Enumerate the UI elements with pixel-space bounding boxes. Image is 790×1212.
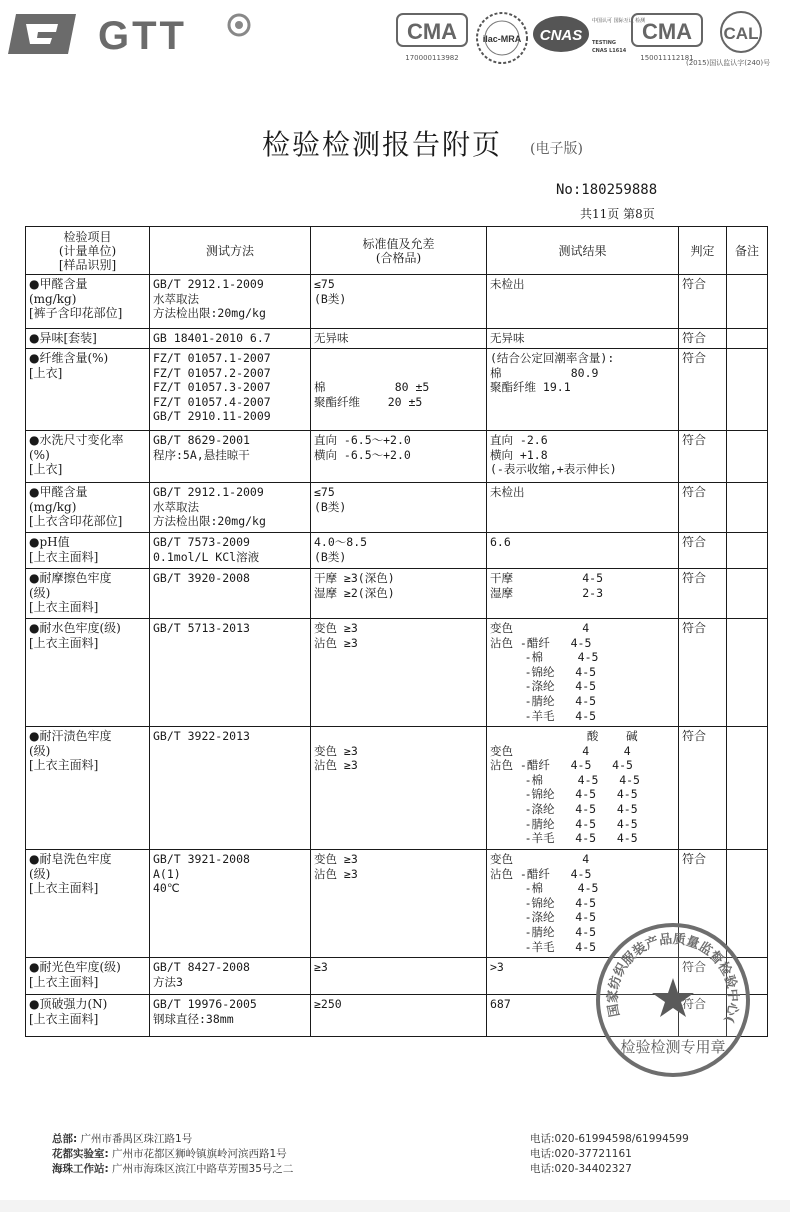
cell-judge: 符合 xyxy=(679,850,727,958)
cell-item: ●顶破强力(N) [上衣主面料] xyxy=(26,995,150,1037)
footer-haizhu xyxy=(52,1162,293,1177)
cell-standard: 4.0～8.5 (B类) xyxy=(311,533,487,569)
cell-remark xyxy=(727,329,768,349)
footer-hq xyxy=(52,1132,293,1147)
page-bottom-band xyxy=(0,1200,790,1212)
cma-certificate-2 xyxy=(630,10,704,62)
cell-result: 未检出 xyxy=(487,483,679,533)
cell-judge: 符合 xyxy=(679,727,727,850)
cell-item: ●耐汗渍色牢度 (级) [上衣主面料] xyxy=(26,727,150,850)
cell-result: 无异味 xyxy=(487,329,679,349)
cell-method: GB/T 7573-2009 0.1mol/L KCl溶液 xyxy=(150,533,311,569)
brand-logo-swirl-icon xyxy=(226,12,252,42)
official-seal-stamp xyxy=(593,920,753,1080)
header-method: 测试方法 xyxy=(150,227,311,275)
cell-judge: 符合 xyxy=(679,431,727,483)
cell-result: 687 xyxy=(487,995,679,1037)
cell-judge: 符合 xyxy=(679,569,727,619)
cma-certificate-1 xyxy=(395,10,469,62)
cnas-mark xyxy=(531,10,646,60)
cell-standard: 变色 ≥3 沾色 ≥3 xyxy=(311,850,487,958)
cell-item: ●纤维含量(%) [上衣] xyxy=(26,349,150,431)
cell-method: GB/T 2912.1-2009 水萃取法 方法检出限:20mg/kg xyxy=(150,483,311,533)
svg-text:ilac-MRA: ilac-MRA xyxy=(482,34,522,44)
footer-huadu-label: 花都实验室: xyxy=(52,1148,109,1160)
page-info: 共11页 第8页 xyxy=(580,207,655,221)
header-standard: 标准值及允差 (合格品) xyxy=(311,227,487,275)
svg-text:CNAS L1614: CNAS L1614 xyxy=(592,48,627,54)
cell-standard: ≤75 (B类) xyxy=(311,483,487,533)
cell-result: 变色 4 沾色 -醋纤 4-5 -棉 4-5 -锦纶 4-5 -涤纶 4-5 -腈纶 4-5 -羊毛 4-5 xyxy=(487,619,679,727)
svg-text:CNAS: CNAS xyxy=(539,27,583,44)
results-table xyxy=(25,226,768,1037)
cell-remark xyxy=(727,727,768,850)
table-row xyxy=(26,275,768,329)
table-row xyxy=(26,533,768,569)
header-remark: 备注 xyxy=(727,227,768,275)
table-row xyxy=(26,431,768,483)
cell-method: FZ/T 01057.1-2007 FZ/T 01057.2-2007 FZ/T 01057.3-2007 FZ/T 01057.4-2007 GB/T 2910.11-2009 xyxy=(150,349,311,431)
cell-judge: 符合 xyxy=(679,349,727,431)
cell-remark xyxy=(727,349,768,431)
table-row xyxy=(26,727,768,850)
ilac-mra-icon xyxy=(474,10,530,66)
cell-method: GB/T 2912.1-2009 水萃取法 方法检出限:20mg/kg xyxy=(150,275,311,329)
cell-remark xyxy=(727,533,768,569)
svg-text:检验检测专用章: 检验检测专用章 xyxy=(620,1038,726,1056)
cell-item: ●耐光色牢度(级) [上衣主面料] xyxy=(26,958,150,995)
brand-logo-text: GTT xyxy=(98,14,187,58)
cell-result: 6.6 xyxy=(487,533,679,569)
cma-number: 150011112181 xyxy=(640,54,694,62)
cell-remark xyxy=(727,275,768,329)
cell-item: ●pH值 [上衣主面料] xyxy=(26,533,150,569)
cell-standard: 干摩 ≥3(深色) 湿摩 ≥2(深色) xyxy=(311,569,487,619)
cnas-icon xyxy=(531,10,646,60)
cell-method: GB/T 8629-2001 程序:5A,悬挂晾干 xyxy=(150,431,311,483)
footer-hq-address: 广州市番禺区珠江路1号 xyxy=(80,1133,193,1145)
cell-standard: ≥250 xyxy=(311,995,487,1037)
footer-addresses xyxy=(52,1132,293,1177)
cell-remark xyxy=(727,619,768,727)
footer-haizhu-label: 海珠工作站: xyxy=(52,1163,109,1175)
footer-haizhu-address: 广州市海珠区滨江中路草芳围35号之二 xyxy=(112,1163,294,1175)
header-item: 检验项目 (计量单位) [样品识别] xyxy=(26,227,150,275)
cell-item: ●耐皂洗色牢度 (级) [上衣主面料] xyxy=(26,850,150,958)
cell-standard: 变色 ≥3 沾色 ≥3 xyxy=(311,619,487,727)
cell-remark xyxy=(727,431,768,483)
svg-text:CAL: CAL xyxy=(723,24,759,43)
svg-text:TESTING: TESTING xyxy=(592,40,616,46)
footer-huadu xyxy=(52,1147,293,1162)
svg-text:CMA: CMA xyxy=(406,19,458,44)
cell-judge: 符合 xyxy=(679,533,727,569)
cell-standard: ≤75 (B类) xyxy=(311,275,487,329)
cell-method: GB/T 3921-2008 A(1) 40℃ xyxy=(150,850,311,958)
cell-standard: ≥3 xyxy=(311,958,487,995)
cell-item: ●耐摩擦色牢度 (级) [上衣主面料] xyxy=(26,569,150,619)
table-row xyxy=(26,483,768,533)
footer-phones xyxy=(530,1132,689,1177)
cell-remark xyxy=(727,483,768,533)
report-number: No:180259888 xyxy=(556,182,658,198)
cal-icon xyxy=(716,10,766,54)
footer-hq-tel: 电话:020-61994598/61994599 xyxy=(530,1133,689,1145)
cell-judge: 符合 xyxy=(679,275,727,329)
cell-judge: 符合 xyxy=(679,619,727,727)
svg-text:中国认可 国际互认 检测: 中国认可 国际互认 检测 xyxy=(592,18,646,24)
cell-result: 干摩 4-5 湿摩 2-3 xyxy=(487,569,679,619)
cell-method: GB/T 8427-2008 方法3 xyxy=(150,958,311,995)
cell-result: 直向 -2.6 横向 +1.8 (-表示收缩,+表示伸长) xyxy=(487,431,679,483)
svg-text:国家纺织服装产品质量监督检验中心(广州): 国家纺织服装产品质量监督检验中心( xyxy=(605,931,741,1025)
cell-item: ●甲醛含量 (mg/kg) [上衣含印花部位] xyxy=(26,483,150,533)
cma-number: 170000113982 xyxy=(405,54,459,62)
header-judge: 判定 xyxy=(679,227,727,275)
header-result: 测试结果 xyxy=(487,227,679,275)
cell-standard: 变色 ≥3 沾色 ≥3 xyxy=(311,727,487,850)
table-row xyxy=(26,619,768,727)
cell-method: GB/T 3920-2008 xyxy=(150,569,311,619)
cell-item: ●水洗尺寸变化率 (%) [上衣] xyxy=(26,431,150,483)
cell-remark xyxy=(727,569,768,619)
cma-icon xyxy=(395,10,469,50)
cell-item: ●甲醛含量 (mg/kg) [裤子含印花部位] xyxy=(26,275,150,329)
table-row xyxy=(26,329,768,349)
cal-mark xyxy=(686,10,771,68)
cell-method: GB/T 19976-2005 钢球直径:38mm xyxy=(150,995,311,1037)
cell-judge: 符合 xyxy=(679,329,727,349)
cell-result: 酸 碱 变色 4 4 沾色 -醋纤 4-5 4-5 -棉 4-5 4-5 -锦纶 4-5 4-5 -涤纶 4-5 4-5 -腈纶 4-5 4-5 -羊毛 4-5 4-5 xyxy=(487,727,679,850)
table-row xyxy=(26,569,768,619)
cell-result: 变色 4 沾色 -醋纤 4-5 -棉 4-5 -锦纶 4-5 -涤纶 4-5 -腈纶 4-5 -羊毛 4-5 xyxy=(487,850,679,958)
cell-method: GB/T 3922-2013 xyxy=(150,727,311,850)
cell-judge: 符合 xyxy=(679,483,727,533)
table-header-row xyxy=(26,227,768,275)
footer-huadu-tel: 电话:020-37721161 xyxy=(530,1148,632,1160)
cma-icon xyxy=(630,10,704,50)
svg-text:CMA: CMA xyxy=(641,19,693,44)
cell-item: ●异味[套装] xyxy=(26,329,150,349)
cell-standard: 直向 -6.5～+2.0 横向 -6.5～+2.0 xyxy=(311,431,487,483)
report-title: 检验检测报告附页 xyxy=(262,128,503,161)
footer-hq-label: 总部: xyxy=(52,1133,78,1145)
cal-number: (2015)国认监认字(240)号 xyxy=(686,59,771,67)
cell-item: ●耐水色牢度(级) [上衣主面料] xyxy=(26,619,150,727)
cell-result: 未检出 xyxy=(487,275,679,329)
cell-standard: 无异味 xyxy=(311,329,487,349)
footer-huadu-address: 广州市花都区狮岭镇旗岭河滨西路1号 xyxy=(112,1148,287,1160)
cell-standard: 棉 80 ±5 聚酯纤维 20 ±5 xyxy=(311,349,487,431)
table-row xyxy=(26,349,768,431)
seal-icon xyxy=(593,920,753,1080)
cell-result: >3 xyxy=(487,958,679,995)
cell-result: (结合公定回潮率含量): 棉 80.9 聚酯纤维 19.1 xyxy=(487,349,679,431)
report-subtitle: (电子版) xyxy=(530,141,583,157)
cell-method: GB/T 5713-2013 xyxy=(150,619,311,727)
cell-method: GB 18401-2010 6.7 xyxy=(150,329,311,349)
ilac-mra-mark xyxy=(474,10,530,66)
gtt-logo-icon xyxy=(6,10,78,58)
footer-haizhu-tel: 电话:020-34402327 xyxy=(530,1163,632,1175)
